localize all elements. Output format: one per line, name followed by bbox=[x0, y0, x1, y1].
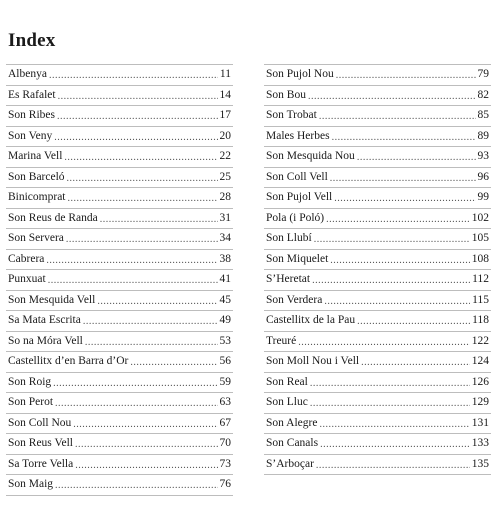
index-entry bbox=[264, 393, 491, 414]
entry-name: Son Verdera bbox=[266, 293, 323, 306]
entry-name: Son Pujol Vell bbox=[266, 191, 333, 204]
entry-name: Son Veny bbox=[8, 129, 53, 142]
entry-page-number: 131 bbox=[471, 416, 489, 429]
index-entry bbox=[264, 168, 491, 189]
entry-page-number: 45 bbox=[219, 293, 231, 306]
entry-page-number: 59 bbox=[219, 375, 231, 388]
entry-name: Son Barceló bbox=[8, 170, 65, 183]
entry-page-number: 79 bbox=[477, 68, 489, 81]
entry-page-number: 108 bbox=[471, 252, 489, 265]
index-entry bbox=[6, 86, 233, 107]
entry-page-number: 102 bbox=[471, 211, 489, 224]
dot-leader bbox=[334, 192, 475, 205]
dot-leader bbox=[330, 172, 476, 185]
dot-leader bbox=[336, 69, 476, 82]
index-entry bbox=[264, 106, 491, 127]
dot-leader bbox=[75, 459, 217, 472]
index-entry bbox=[6, 250, 233, 271]
entry-name: Son Servera bbox=[8, 232, 64, 245]
index-entry bbox=[6, 65, 233, 86]
entry-page-number: 115 bbox=[472, 293, 489, 306]
entry-name: Binicomprat bbox=[8, 191, 66, 204]
dot-leader bbox=[130, 356, 217, 369]
index-entry bbox=[6, 168, 233, 189]
entry-page-number: 25 bbox=[219, 170, 231, 183]
dot-leader bbox=[67, 172, 218, 185]
dot-leader bbox=[75, 438, 218, 451]
entry-name: Albenya bbox=[8, 68, 47, 81]
dot-leader bbox=[357, 151, 476, 164]
index-entry bbox=[264, 311, 491, 332]
entry-name: Treuré bbox=[266, 334, 297, 347]
entry-page-number: 22 bbox=[219, 150, 231, 163]
entry-name: Son Maig bbox=[8, 478, 54, 491]
dot-leader bbox=[320, 438, 470, 451]
entry-name: Son Miquelet bbox=[266, 252, 329, 265]
dot-leader bbox=[100, 213, 218, 226]
index-entry bbox=[264, 65, 491, 86]
entry-name: Punxuat bbox=[8, 273, 46, 286]
entry-name: Son Perot bbox=[8, 396, 54, 409]
dot-leader bbox=[49, 69, 218, 82]
index-entry bbox=[6, 188, 233, 209]
dot-leader bbox=[326, 213, 470, 226]
entry-page-number: 70 bbox=[219, 437, 231, 450]
entry-name: Castellitx de la Pau bbox=[266, 314, 356, 327]
index-entry bbox=[6, 270, 233, 291]
entry-page-number: 56 bbox=[219, 355, 231, 368]
entry-page-number: 82 bbox=[477, 88, 489, 101]
index-entry bbox=[6, 455, 233, 476]
dot-leader bbox=[55, 479, 217, 492]
dot-leader bbox=[314, 233, 470, 246]
index-entry bbox=[6, 291, 233, 312]
dot-leader bbox=[361, 356, 470, 369]
index-entry bbox=[264, 332, 491, 353]
index-column-left bbox=[6, 64, 233, 496]
index-entry bbox=[264, 352, 491, 373]
index-entry bbox=[6, 393, 233, 414]
index-entry bbox=[264, 373, 491, 394]
entry-name: Cabrera bbox=[8, 252, 45, 265]
index-column-right bbox=[264, 64, 491, 475]
index-entry bbox=[264, 455, 491, 476]
dot-leader bbox=[58, 90, 218, 103]
index-entry bbox=[264, 127, 491, 148]
index-entry bbox=[6, 434, 233, 455]
index-entry bbox=[264, 229, 491, 250]
entry-page-number: 38 bbox=[219, 252, 231, 265]
entry-page-number: 124 bbox=[471, 355, 489, 368]
entry-page-number: 28 bbox=[219, 191, 231, 204]
entry-page-number: 11 bbox=[219, 68, 231, 81]
index-entry bbox=[264, 147, 491, 168]
index-entry bbox=[6, 332, 233, 353]
dot-leader bbox=[64, 151, 217, 164]
entry-name: So na Móra Vell bbox=[8, 334, 83, 347]
index-entry bbox=[264, 414, 491, 435]
dot-leader bbox=[310, 397, 470, 410]
dot-leader bbox=[298, 336, 470, 349]
index-entry bbox=[6, 209, 233, 230]
index-entry bbox=[6, 373, 233, 394]
entry-name: Son Lluc bbox=[266, 396, 308, 409]
entry-name: Son Coll Nou bbox=[8, 416, 72, 429]
entry-name: Castellitx d’en Barra d’Or bbox=[8, 355, 129, 368]
entry-name: Son Roig bbox=[8, 375, 52, 388]
entry-page-number: 20 bbox=[219, 129, 231, 142]
entry-page-number: 93 bbox=[477, 150, 489, 163]
dot-leader bbox=[312, 274, 470, 287]
entry-name: Son Bou bbox=[266, 88, 306, 101]
entry-page-number: 53 bbox=[219, 334, 231, 347]
dot-leader bbox=[83, 315, 218, 328]
entry-page-number: 76 bbox=[219, 478, 231, 491]
entry-name: Son Ribes bbox=[8, 109, 55, 122]
entry-name: Son Trobat bbox=[266, 109, 317, 122]
entry-name: Son Reus de Randa bbox=[8, 211, 98, 224]
dot-leader bbox=[319, 110, 476, 123]
entry-page-number: 105 bbox=[471, 232, 489, 245]
index-entry bbox=[6, 352, 233, 373]
dot-leader bbox=[330, 254, 469, 267]
index-entry bbox=[264, 270, 491, 291]
index-entry bbox=[6, 475, 233, 496]
index-entry bbox=[264, 188, 491, 209]
entry-name: Sa Torre Vella bbox=[8, 457, 74, 470]
entry-name: Son Mesquida Vell bbox=[8, 293, 96, 306]
entry-name: Es Rafalet bbox=[8, 88, 56, 101]
dot-leader bbox=[54, 131, 217, 144]
index-entry bbox=[264, 434, 491, 455]
entry-page-number: 14 bbox=[219, 88, 231, 101]
index-entry bbox=[264, 250, 491, 271]
entry-name: Son Alegre bbox=[266, 416, 318, 429]
entry-name: Pola (i Poló) bbox=[266, 211, 325, 224]
dot-leader bbox=[310, 377, 470, 390]
entry-page-number: 135 bbox=[471, 457, 489, 470]
dot-leader bbox=[66, 233, 218, 246]
index-entry bbox=[264, 291, 491, 312]
entry-name: Sa Mata Escrita bbox=[8, 314, 81, 327]
dot-leader bbox=[332, 131, 476, 144]
entry-page-number: 96 bbox=[477, 170, 489, 183]
dot-leader bbox=[324, 295, 470, 308]
entry-name: Son Canals bbox=[266, 437, 319, 450]
entry-page-number: 89 bbox=[477, 129, 489, 142]
dot-leader bbox=[308, 90, 476, 103]
entry-name: S’Heretat bbox=[266, 273, 311, 286]
index-entry bbox=[264, 209, 491, 230]
entry-page-number: 112 bbox=[472, 273, 489, 286]
entry-name: S’Arboçar bbox=[266, 457, 314, 470]
index-entry bbox=[6, 127, 233, 148]
entry-name: Son Mesquida Nou bbox=[266, 150, 355, 163]
dot-leader bbox=[53, 377, 217, 390]
dot-leader bbox=[316, 459, 470, 472]
dot-leader bbox=[73, 418, 217, 431]
entry-page-number: 41 bbox=[219, 273, 231, 286]
entry-name: Son Llubí bbox=[266, 232, 312, 245]
entry-name: Son Moll Nou i Vell bbox=[266, 355, 360, 368]
entry-page-number: 34 bbox=[219, 232, 231, 245]
entry-page-number: 122 bbox=[471, 334, 489, 347]
entry-page-number: 67 bbox=[219, 416, 231, 429]
entry-name: Son Reus Vell bbox=[8, 437, 73, 450]
entry-name: Son Pujol Nou bbox=[266, 68, 334, 81]
entry-page-number: 85 bbox=[477, 109, 489, 122]
index-entry bbox=[6, 229, 233, 250]
entry-name: Marina Vell bbox=[8, 150, 63, 163]
entry-page-number: 129 bbox=[471, 396, 489, 409]
dot-leader bbox=[319, 418, 469, 431]
dot-leader bbox=[55, 397, 217, 410]
dot-leader bbox=[57, 110, 218, 123]
entry-page-number: 31 bbox=[219, 211, 231, 224]
entry-page-number: 63 bbox=[219, 396, 231, 409]
index-entry bbox=[6, 414, 233, 435]
dot-leader bbox=[85, 336, 218, 349]
entry-name: Son Coll Vell bbox=[266, 170, 328, 183]
entry-name: Males Herbes bbox=[266, 129, 330, 142]
index-entry bbox=[6, 147, 233, 168]
entry-page-number: 99 bbox=[477, 191, 489, 204]
entry-page-number: 49 bbox=[219, 314, 231, 327]
entry-name: Son Real bbox=[266, 375, 308, 388]
dot-leader bbox=[97, 295, 217, 308]
index-entry bbox=[6, 106, 233, 127]
dot-leader bbox=[46, 254, 217, 267]
entry-page-number: 118 bbox=[472, 314, 489, 327]
dot-leader bbox=[48, 274, 218, 287]
entry-page-number: 126 bbox=[471, 375, 489, 388]
page-title: Index bbox=[8, 30, 56, 51]
dot-leader bbox=[68, 192, 218, 205]
entry-page-number: 133 bbox=[471, 437, 489, 450]
entry-page-number: 73 bbox=[219, 457, 231, 470]
entry-page-number: 17 bbox=[219, 109, 231, 122]
index-entry bbox=[6, 311, 233, 332]
index-entry bbox=[264, 86, 491, 107]
dot-leader bbox=[357, 315, 470, 328]
